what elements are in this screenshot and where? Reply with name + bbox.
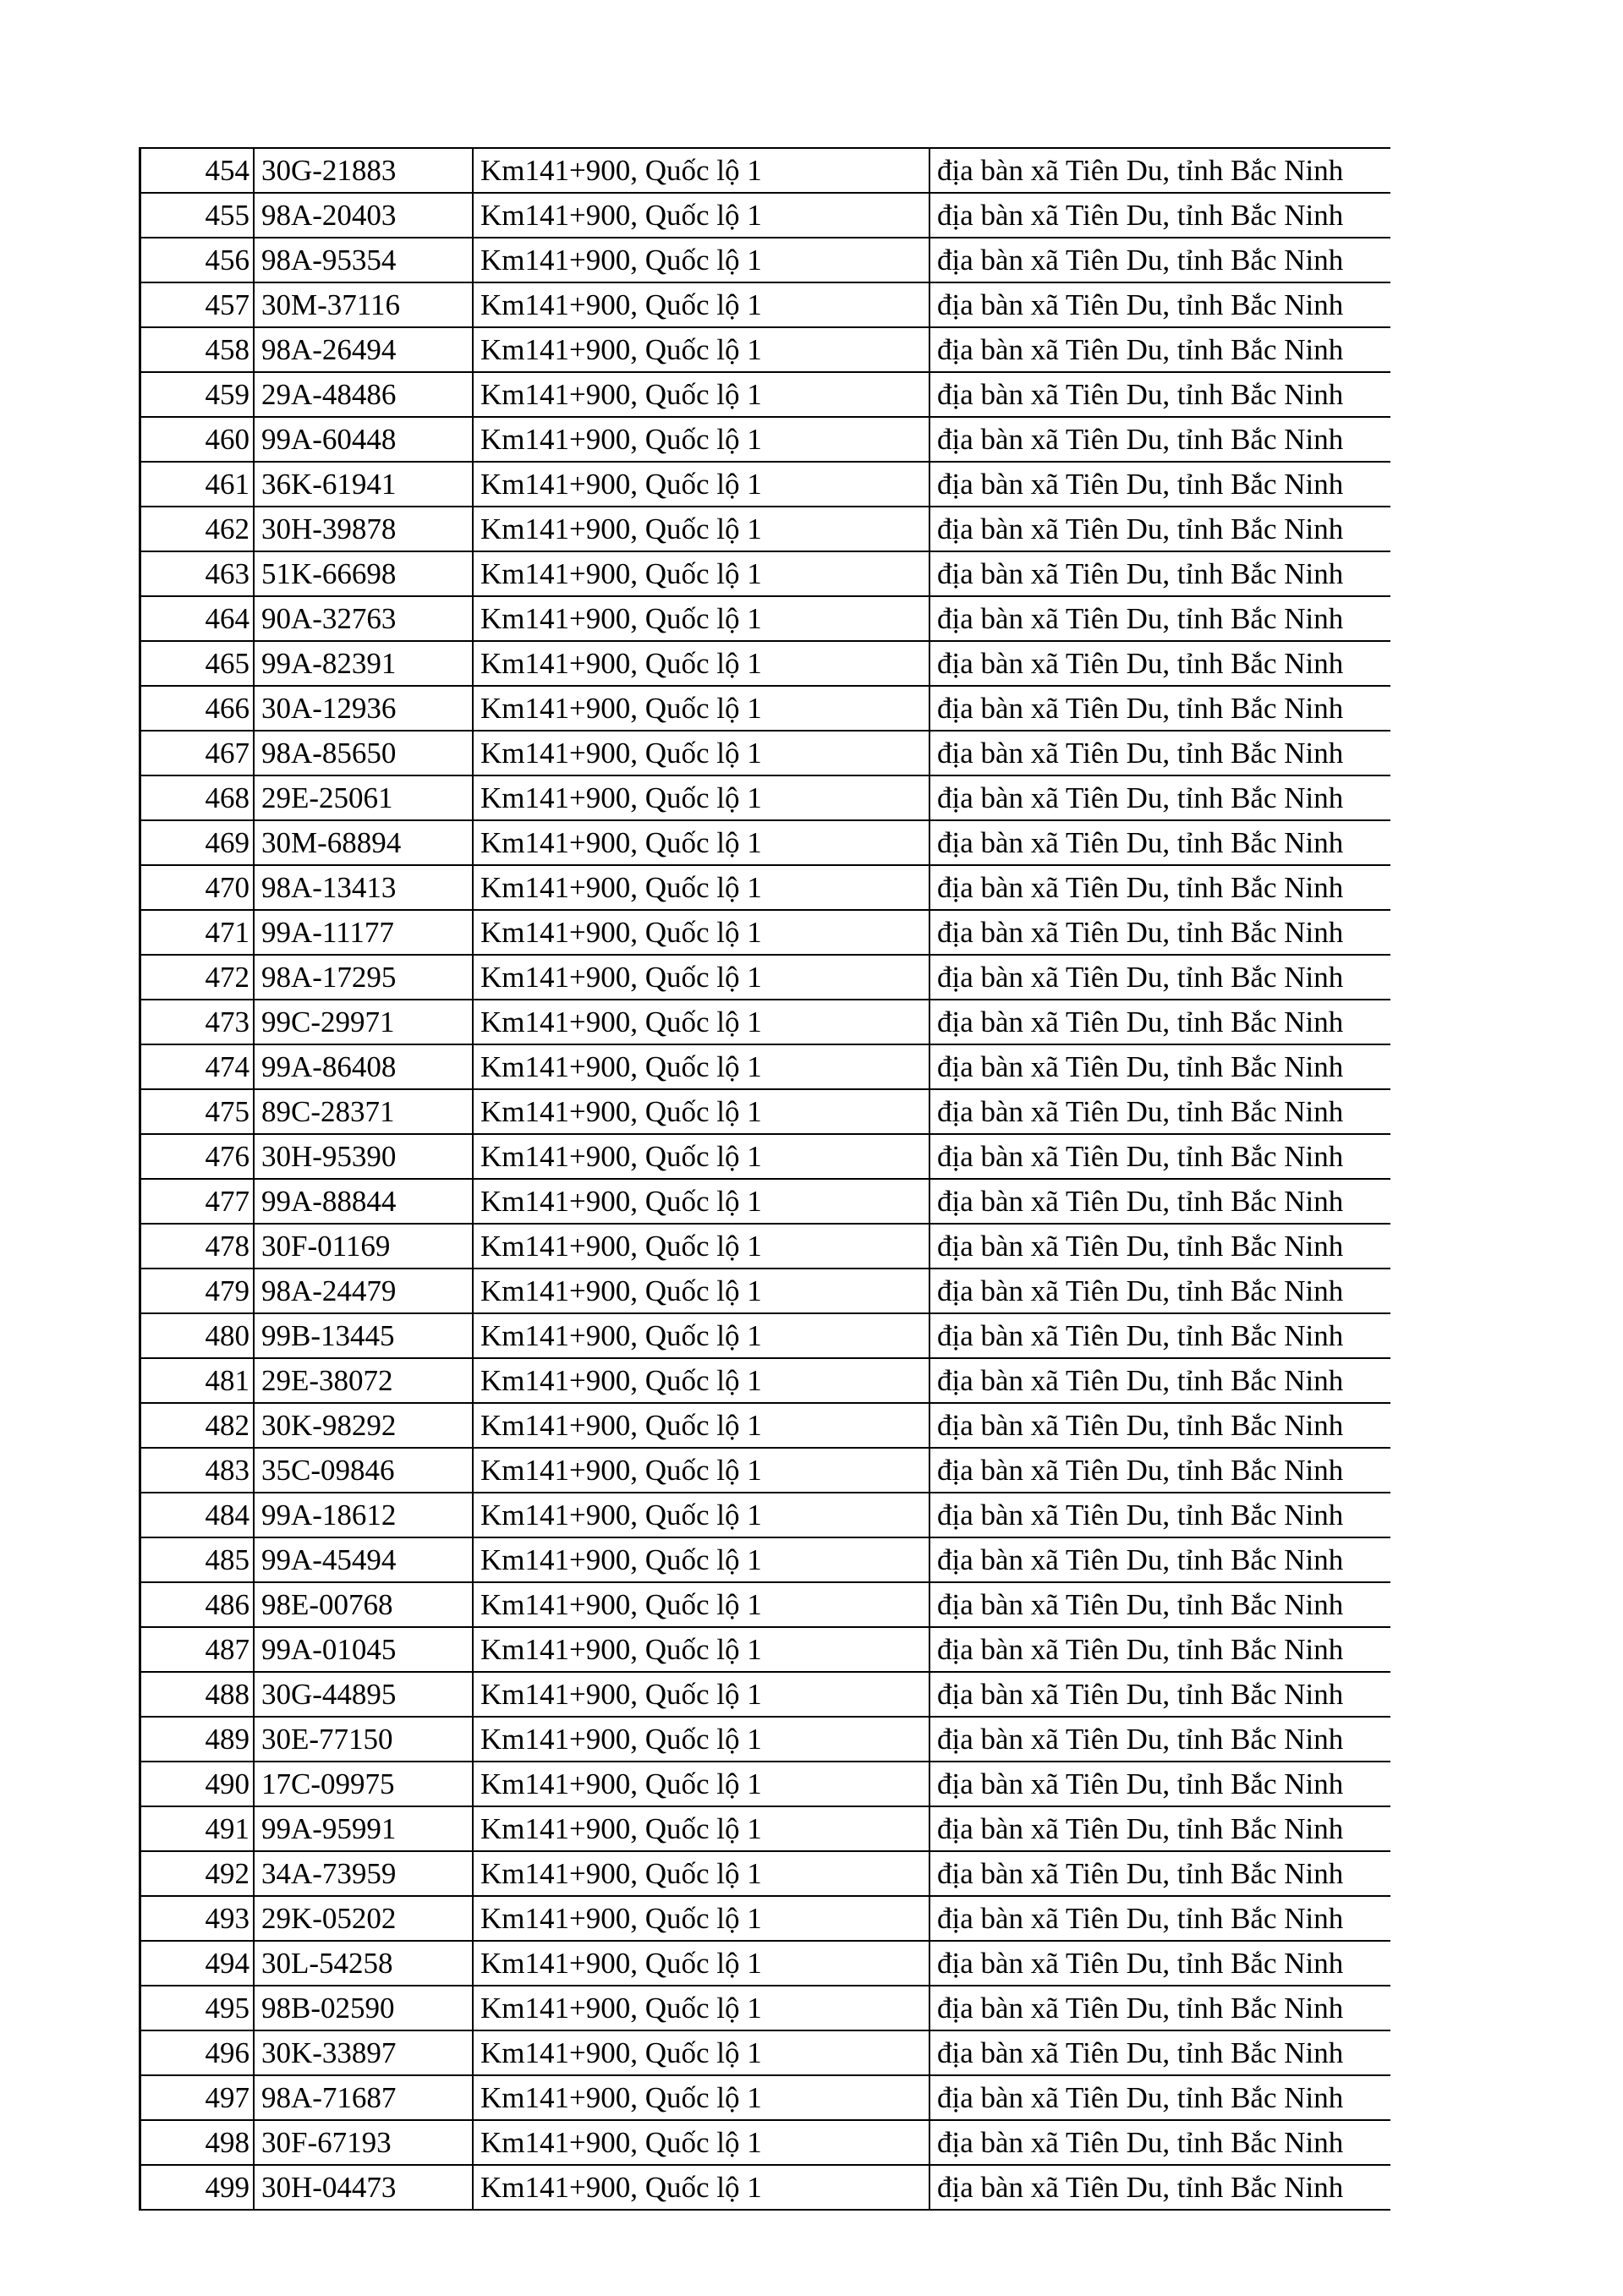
license-plate-cell: 30M-68894 <box>254 820 473 865</box>
area-cell: địa bàn xã Tiên Du, tỉnh Bắc Ninh <box>929 596 1390 641</box>
area-cell: địa bàn xã Tiên Du, tỉnh Bắc Ninh <box>929 1582 1390 1627</box>
location-cell: Km141+900, Quốc lộ 1 <box>473 1044 929 1089</box>
license-plate-cell: 29E-25061 <box>254 775 473 820</box>
location-cell: Km141+900, Quốc lộ 1 <box>473 1403 929 1448</box>
location-cell: Km141+900, Quốc lộ 1 <box>473 1986 929 2030</box>
table-row <box>140 1672 1391 1717</box>
row-index-cell: 491 <box>140 1806 255 1851</box>
row-index-cell: 490 <box>140 1762 255 1806</box>
table-row <box>140 462 1391 507</box>
license-plate-cell: 30K-33897 <box>254 2030 473 2075</box>
row-index-cell: 498 <box>140 2120 255 2165</box>
row-index-cell: 482 <box>140 1403 255 1448</box>
area-cell: địa bàn xã Tiên Du, tỉnh Bắc Ninh <box>929 1313 1390 1358</box>
location-cell: Km141+900, Quốc lộ 1 <box>473 910 929 955</box>
area-cell: địa bàn xã Tiên Du, tỉnh Bắc Ninh <box>929 820 1390 865</box>
location-cell: Km141+900, Quốc lộ 1 <box>473 1179 929 1224</box>
license-plate-cell: 29A-48486 <box>254 372 473 417</box>
area-cell: địa bàn xã Tiên Du, tỉnh Bắc Ninh <box>929 1179 1390 1224</box>
license-plate-cell: 30H-95390 <box>254 1134 473 1179</box>
row-index-cell: 483 <box>140 1448 255 1493</box>
area-cell: địa bàn xã Tiên Du, tỉnh Bắc Ninh <box>929 2165 1390 2210</box>
table-row <box>140 1403 1391 1448</box>
row-index-cell: 481 <box>140 1358 255 1403</box>
license-plate-cell: 30F-01169 <box>254 1224 473 1269</box>
license-plate-cell: 99A-11177 <box>254 910 473 955</box>
license-plate-cell: 90A-32763 <box>254 596 473 641</box>
location-cell: Km141+900, Quốc lộ 1 <box>473 1493 929 1537</box>
location-cell: Km141+900, Quốc lộ 1 <box>473 2120 929 2165</box>
table-row <box>140 1806 1391 1851</box>
license-plate-cell: 30L-54258 <box>254 1941 473 1986</box>
row-index-cell: 465 <box>140 641 255 686</box>
license-plate-cell: 30F-67193 <box>254 2120 473 2165</box>
table-row <box>140 731 1391 775</box>
license-plate-cell: 30K-98292 <box>254 1403 473 1448</box>
row-index-cell: 455 <box>140 193 255 238</box>
area-cell: địa bàn xã Tiên Du, tỉnh Bắc Ninh <box>929 2075 1390 2120</box>
area-cell: địa bàn xã Tiên Du, tỉnh Bắc Ninh <box>929 1627 1390 1672</box>
violation-table-body <box>140 148 1391 2210</box>
location-cell: Km141+900, Quốc lộ 1 <box>473 1672 929 1717</box>
row-index-cell: 479 <box>140 1269 255 1313</box>
area-cell: địa bàn xã Tiên Du, tỉnh Bắc Ninh <box>929 1717 1390 1762</box>
row-index-cell: 493 <box>140 1896 255 1941</box>
license-plate-cell: 99A-86408 <box>254 1044 473 1089</box>
license-plate-cell: 51K-66698 <box>254 551 473 596</box>
row-index-cell: 485 <box>140 1537 255 1582</box>
table-row <box>140 1537 1391 1582</box>
location-cell: Km141+900, Quốc lộ 1 <box>473 1537 929 1582</box>
table-row <box>140 1851 1391 1896</box>
table-row <box>140 1627 1391 1672</box>
area-cell: địa bàn xã Tiên Du, tỉnh Bắc Ninh <box>929 462 1390 507</box>
location-cell: Km141+900, Quốc lộ 1 <box>473 1134 929 1179</box>
table-row <box>140 1224 1391 1269</box>
table-row <box>140 372 1391 417</box>
location-cell: Km141+900, Quốc lộ 1 <box>473 1717 929 1762</box>
location-cell: Km141+900, Quốc lộ 1 <box>473 193 929 238</box>
row-index-cell: 461 <box>140 462 255 507</box>
license-plate-cell: 99A-95991 <box>254 1806 473 1851</box>
area-cell: địa bàn xã Tiên Du, tỉnh Bắc Ninh <box>929 1537 1390 1582</box>
license-plate-cell: 99A-60448 <box>254 417 473 462</box>
area-cell: địa bàn xã Tiên Du, tỉnh Bắc Ninh <box>929 1806 1390 1851</box>
violation-table <box>139 147 1390 2211</box>
area-cell: địa bàn xã Tiên Du, tỉnh Bắc Ninh <box>929 1134 1390 1179</box>
table-row <box>140 596 1391 641</box>
area-cell: địa bàn xã Tiên Du, tỉnh Bắc Ninh <box>929 1762 1390 1806</box>
location-cell: Km141+900, Quốc lộ 1 <box>473 551 929 596</box>
license-plate-cell: 99A-01045 <box>254 1627 473 1672</box>
location-cell: Km141+900, Quốc lộ 1 <box>473 327 929 372</box>
row-index-cell: 474 <box>140 1044 255 1089</box>
row-index-cell: 454 <box>140 148 255 193</box>
license-plate-cell: 99A-18612 <box>254 1493 473 1537</box>
license-plate-cell: 98A-85650 <box>254 731 473 775</box>
area-cell: địa bàn xã Tiên Du, tỉnh Bắc Ninh <box>929 507 1390 551</box>
location-cell: Km141+900, Quốc lộ 1 <box>473 1089 929 1134</box>
row-index-cell: 469 <box>140 820 255 865</box>
table-row <box>140 1896 1391 1941</box>
table-row <box>140 551 1391 596</box>
location-cell: Km141+900, Quốc lộ 1 <box>473 2030 929 2075</box>
row-index-cell: 464 <box>140 596 255 641</box>
table-row <box>140 641 1391 686</box>
license-plate-cell: 30M-37116 <box>254 282 473 327</box>
location-cell: Km141+900, Quốc lộ 1 <box>473 1762 929 1806</box>
location-cell: Km141+900, Quốc lộ 1 <box>473 2165 929 2210</box>
table-row <box>140 2120 1391 2165</box>
license-plate-cell: 30G-21883 <box>254 148 473 193</box>
license-plate-cell: 30H-04473 <box>254 2165 473 2210</box>
table-row <box>140 327 1391 372</box>
license-plate-cell: 34A-73959 <box>254 1851 473 1896</box>
table-row <box>140 1313 1391 1358</box>
table-row <box>140 2030 1391 2075</box>
table-row <box>140 148 1391 193</box>
table-row <box>140 775 1391 820</box>
location-cell: Km141+900, Quốc lộ 1 <box>473 1224 929 1269</box>
table-row <box>140 507 1391 551</box>
license-plate-cell: 89C-28371 <box>254 1089 473 1134</box>
location-cell: Km141+900, Quốc lộ 1 <box>473 282 929 327</box>
location-cell: Km141+900, Quốc lộ 1 <box>473 865 929 910</box>
area-cell: địa bàn xã Tiên Du, tỉnh Bắc Ninh <box>929 641 1390 686</box>
row-index-cell: 499 <box>140 2165 255 2210</box>
license-plate-cell: 98E-00768 <box>254 1582 473 1627</box>
location-cell: Km141+900, Quốc lộ 1 <box>473 2075 929 2120</box>
table-row <box>140 820 1391 865</box>
location-cell: Km141+900, Quốc lộ 1 <box>473 731 929 775</box>
license-plate-cell: 35C-09846 <box>254 1448 473 1493</box>
license-plate-cell: 17C-09975 <box>254 1762 473 1806</box>
row-index-cell: 457 <box>140 282 255 327</box>
license-plate-cell: 30A-12936 <box>254 686 473 731</box>
area-cell: địa bàn xã Tiên Du, tỉnh Bắc Ninh <box>929 1672 1390 1717</box>
table-row <box>140 1493 1391 1537</box>
area-cell: địa bàn xã Tiên Du, tỉnh Bắc Ninh <box>929 1896 1390 1941</box>
location-cell: Km141+900, Quốc lộ 1 <box>473 1896 929 1941</box>
area-cell: địa bàn xã Tiên Du, tỉnh Bắc Ninh <box>929 1986 1390 2030</box>
area-cell: địa bàn xã Tiên Du, tỉnh Bắc Ninh <box>929 731 1390 775</box>
area-cell: địa bàn xã Tiên Du, tỉnh Bắc Ninh <box>929 417 1390 462</box>
row-index-cell: 494 <box>140 1941 255 1986</box>
area-cell: địa bàn xã Tiên Du, tỉnh Bắc Ninh <box>929 2030 1390 2075</box>
license-plate-cell: 29E-38072 <box>254 1358 473 1403</box>
location-cell: Km141+900, Quốc lộ 1 <box>473 596 929 641</box>
row-index-cell: 458 <box>140 327 255 372</box>
row-index-cell: 484 <box>140 1493 255 1537</box>
area-cell: địa bàn xã Tiên Du, tỉnh Bắc Ninh <box>929 2120 1390 2165</box>
row-index-cell: 467 <box>140 731 255 775</box>
location-cell: Km141+900, Quốc lộ 1 <box>473 1000 929 1044</box>
row-index-cell: 456 <box>140 238 255 282</box>
location-cell: Km141+900, Quốc lộ 1 <box>473 1806 929 1851</box>
location-cell: Km141+900, Quốc lộ 1 <box>473 238 929 282</box>
table-row <box>140 1044 1391 1089</box>
area-cell: địa bàn xã Tiên Du, tỉnh Bắc Ninh <box>929 1044 1390 1089</box>
row-index-cell: 466 <box>140 686 255 731</box>
row-index-cell: 475 <box>140 1089 255 1134</box>
area-cell: địa bàn xã Tiên Du, tỉnh Bắc Ninh <box>929 1089 1390 1134</box>
row-index-cell: 459 <box>140 372 255 417</box>
table-row <box>140 1134 1391 1179</box>
location-cell: Km141+900, Quốc lộ 1 <box>473 462 929 507</box>
license-plate-cell: 29K-05202 <box>254 1896 473 1941</box>
area-cell: địa bàn xã Tiên Du, tỉnh Bắc Ninh <box>929 1493 1390 1537</box>
row-index-cell: 497 <box>140 2075 255 2120</box>
location-cell: Km141+900, Quốc lộ 1 <box>473 955 929 1000</box>
license-plate-cell: 99B-13445 <box>254 1313 473 1358</box>
area-cell: địa bàn xã Tiên Du, tỉnh Bắc Ninh <box>929 775 1390 820</box>
location-cell: Km141+900, Quốc lộ 1 <box>473 1627 929 1672</box>
area-cell: địa bàn xã Tiên Du, tỉnh Bắc Ninh <box>929 1448 1390 1493</box>
row-index-cell: 468 <box>140 775 255 820</box>
area-cell: địa bàn xã Tiên Du, tỉnh Bắc Ninh <box>929 1941 1390 1986</box>
area-cell: địa bàn xã Tiên Du, tỉnh Bắc Ninh <box>929 1358 1390 1403</box>
area-cell: địa bàn xã Tiên Du, tỉnh Bắc Ninh <box>929 910 1390 955</box>
table-row <box>140 1000 1391 1044</box>
area-cell: địa bàn xã Tiên Du, tỉnh Bắc Ninh <box>929 327 1390 372</box>
table-row <box>140 2165 1391 2210</box>
row-index-cell: 470 <box>140 865 255 910</box>
location-cell: Km141+900, Quốc lộ 1 <box>473 507 929 551</box>
license-plate-cell: 98A-24479 <box>254 1269 473 1313</box>
location-cell: Km141+900, Quốc lộ 1 <box>473 1358 929 1403</box>
table-row <box>140 910 1391 955</box>
area-cell: địa bàn xã Tiên Du, tỉnh Bắc Ninh <box>929 148 1390 193</box>
license-plate-cell: 99A-45494 <box>254 1537 473 1582</box>
table-row <box>140 1448 1391 1493</box>
table-row <box>140 1582 1391 1627</box>
table-row <box>140 1089 1391 1134</box>
table-row <box>140 1179 1391 1224</box>
table-row <box>140 955 1391 1000</box>
license-plate-cell: 30G-44895 <box>254 1672 473 1717</box>
table-row <box>140 238 1391 282</box>
license-plate-cell: 98B-02590 <box>254 1986 473 2030</box>
area-cell: địa bàn xã Tiên Du, tỉnh Bắc Ninh <box>929 1269 1390 1313</box>
location-cell: Km141+900, Quốc lộ 1 <box>473 1582 929 1627</box>
table-row <box>140 2075 1391 2120</box>
table-row <box>140 686 1391 731</box>
area-cell: địa bàn xã Tiên Du, tỉnh Bắc Ninh <box>929 551 1390 596</box>
row-index-cell: 462 <box>140 507 255 551</box>
location-cell: Km141+900, Quốc lộ 1 <box>473 1313 929 1358</box>
area-cell: địa bàn xã Tiên Du, tỉnh Bắc Ninh <box>929 193 1390 238</box>
row-index-cell: 480 <box>140 1313 255 1358</box>
location-cell: Km141+900, Quốc lộ 1 <box>473 372 929 417</box>
area-cell: địa bàn xã Tiên Du, tỉnh Bắc Ninh <box>929 372 1390 417</box>
row-index-cell: 487 <box>140 1627 255 1672</box>
area-cell: địa bàn xã Tiên Du, tỉnh Bắc Ninh <box>929 955 1390 1000</box>
license-plate-cell: 99A-82391 <box>254 641 473 686</box>
location-cell: Km141+900, Quốc lộ 1 <box>473 686 929 731</box>
row-index-cell: 471 <box>140 910 255 955</box>
location-cell: Km141+900, Quốc lộ 1 <box>473 1941 929 1986</box>
license-plate-cell: 99C-29971 <box>254 1000 473 1044</box>
license-plate-cell: 98A-26494 <box>254 327 473 372</box>
location-cell: Km141+900, Quốc lộ 1 <box>473 820 929 865</box>
location-cell: Km141+900, Quốc lộ 1 <box>473 417 929 462</box>
location-cell: Km141+900, Quốc lộ 1 <box>473 148 929 193</box>
table-row <box>140 865 1391 910</box>
row-index-cell: 460 <box>140 417 255 462</box>
license-plate-cell: 98A-17295 <box>254 955 473 1000</box>
license-plate-cell: 30E-77150 <box>254 1717 473 1762</box>
row-index-cell: 486 <box>140 1582 255 1627</box>
row-index-cell: 489 <box>140 1717 255 1762</box>
license-plate-cell: 98A-20403 <box>254 193 473 238</box>
row-index-cell: 488 <box>140 1672 255 1717</box>
location-cell: Km141+900, Quốc lộ 1 <box>473 775 929 820</box>
row-index-cell: 495 <box>140 1986 255 2030</box>
area-cell: địa bàn xã Tiên Du, tỉnh Bắc Ninh <box>929 865 1390 910</box>
license-plate-cell: 98A-71687 <box>254 2075 473 2120</box>
location-cell: Km141+900, Quốc lộ 1 <box>473 1269 929 1313</box>
area-cell: địa bàn xã Tiên Du, tỉnh Bắc Ninh <box>929 1224 1390 1269</box>
table-row <box>140 1358 1391 1403</box>
area-cell: địa bàn xã Tiên Du, tỉnh Bắc Ninh <box>929 282 1390 327</box>
table-row <box>140 1762 1391 1806</box>
area-cell: địa bàn xã Tiên Du, tỉnh Bắc Ninh <box>929 1000 1390 1044</box>
row-index-cell: 478 <box>140 1224 255 1269</box>
row-index-cell: 476 <box>140 1134 255 1179</box>
area-cell: địa bàn xã Tiên Du, tỉnh Bắc Ninh <box>929 238 1390 282</box>
license-plate-cell: 30H-39878 <box>254 507 473 551</box>
area-cell: địa bàn xã Tiên Du, tỉnh Bắc Ninh <box>929 1851 1390 1896</box>
license-plate-cell: 98A-13413 <box>254 865 473 910</box>
table-row <box>140 1717 1391 1762</box>
license-plate-cell: 98A-95354 <box>254 238 473 282</box>
row-index-cell: 492 <box>140 1851 255 1896</box>
row-index-cell: 472 <box>140 955 255 1000</box>
table-row <box>140 282 1391 327</box>
table-row <box>140 1941 1391 1986</box>
area-cell: địa bàn xã Tiên Du, tỉnh Bắc Ninh <box>929 686 1390 731</box>
table-row <box>140 193 1391 238</box>
row-index-cell: 496 <box>140 2030 255 2075</box>
area-cell: địa bàn xã Tiên Du, tỉnh Bắc Ninh <box>929 1403 1390 1448</box>
table-row <box>140 1269 1391 1313</box>
location-cell: Km141+900, Quốc lộ 1 <box>473 1851 929 1896</box>
table-row <box>140 417 1391 462</box>
row-index-cell: 473 <box>140 1000 255 1044</box>
location-cell: Km141+900, Quốc lộ 1 <box>473 1448 929 1493</box>
location-cell: Km141+900, Quốc lộ 1 <box>473 641 929 686</box>
row-index-cell: 477 <box>140 1179 255 1224</box>
table-row <box>140 1986 1391 2030</box>
license-plate-cell: 36K-61941 <box>254 462 473 507</box>
license-plate-cell: 99A-88844 <box>254 1179 473 1224</box>
row-index-cell: 463 <box>140 551 255 596</box>
